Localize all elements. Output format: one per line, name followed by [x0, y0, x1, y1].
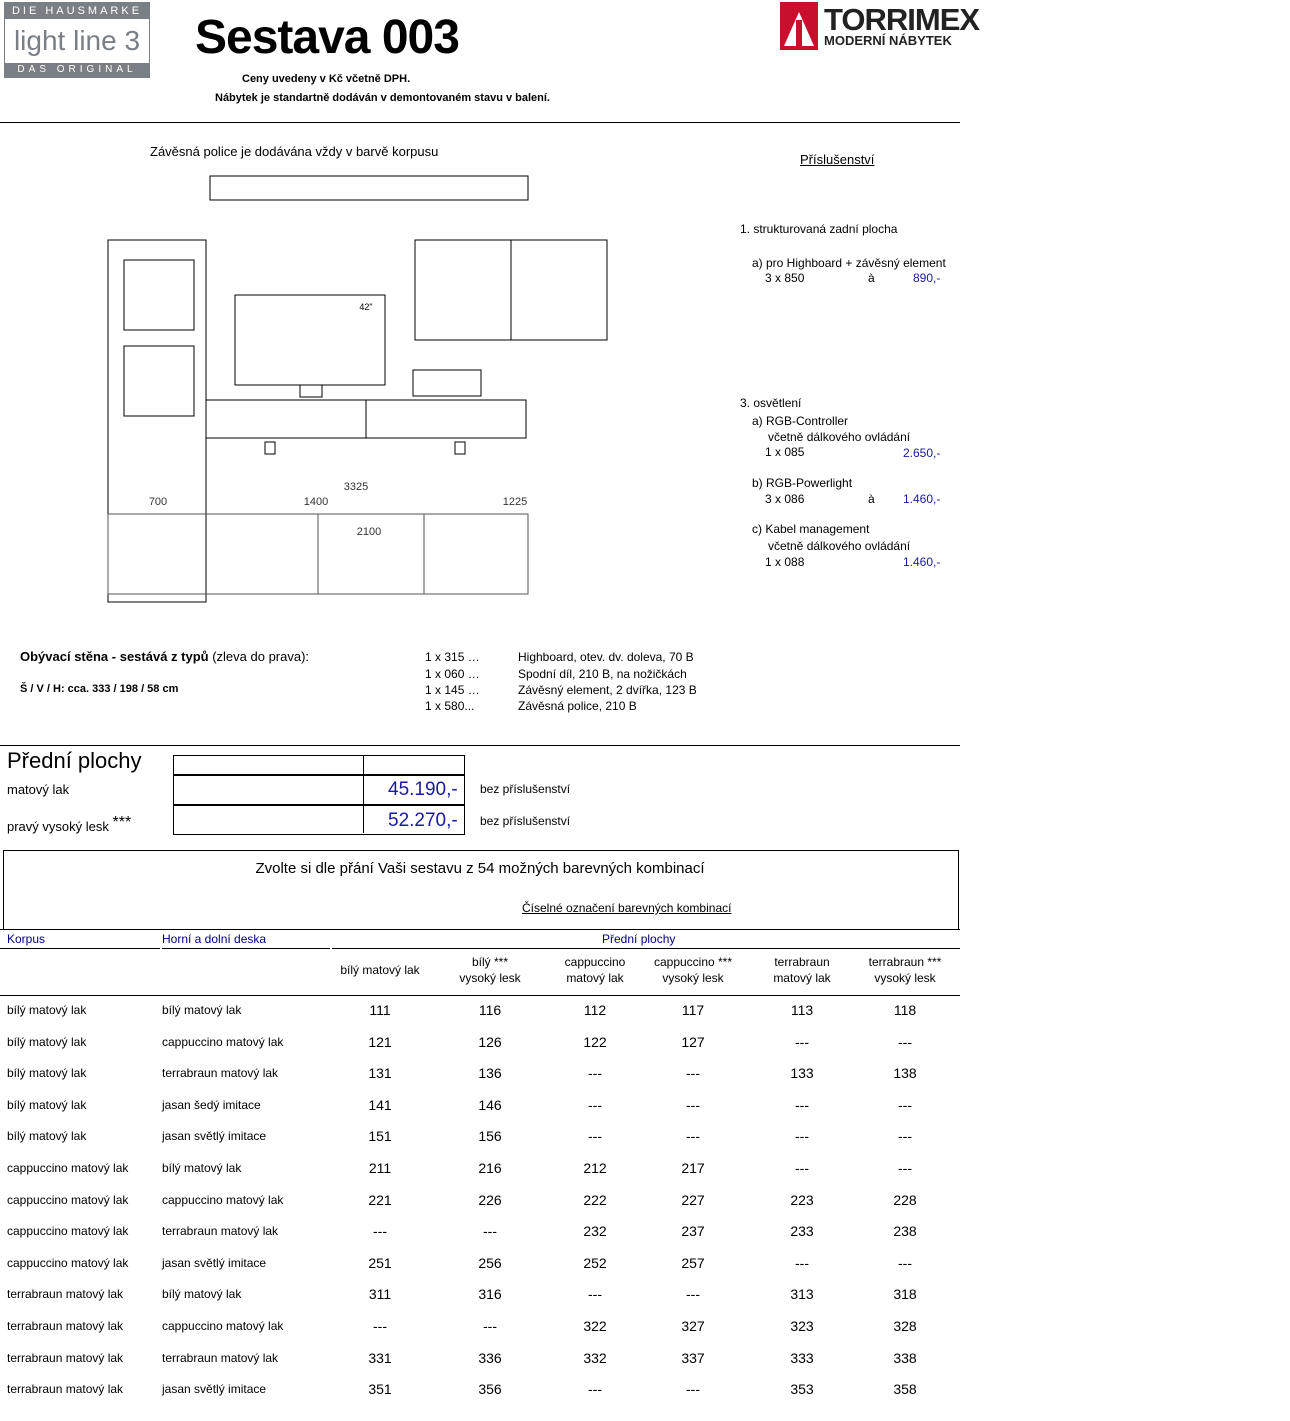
combo-code: ---	[588, 1065, 602, 1082]
front-row-2-note: bez příslušenství	[480, 814, 571, 828]
combo-code: 141	[368, 1096, 392, 1113]
matrix-header-line	[0, 995, 960, 996]
combo-code: 237	[681, 1223, 705, 1240]
combo-code: 118	[893, 1002, 917, 1018]
dim-700: 700	[148, 496, 168, 508]
combo-code: 222	[583, 1191, 607, 1208]
combo-code: ---	[898, 1033, 912, 1050]
combo-code: 257	[681, 1254, 705, 1271]
dim-1400: 1400	[303, 496, 329, 508]
combo-code: ---	[686, 1381, 700, 1398]
front-underline	[332, 948, 960, 949]
front-col-line2: matový lak	[566, 971, 624, 985]
row-korpus: terrabraun matový lak	[7, 1319, 124, 1333]
row-deska: jasan světlý imitace	[162, 1382, 267, 1397]
combo-code: 336	[478, 1349, 502, 1366]
combo-code: 356	[478, 1381, 502, 1398]
combo-code: 113	[790, 1002, 814, 1018]
front-col-line2: matový lak	[773, 971, 831, 985]
combo-code: ---	[795, 1033, 809, 1050]
front-header-box	[173, 755, 465, 775]
accessory-1a: a) pro Highboard + závěsný element	[752, 256, 946, 270]
accessories-heading: Příslušenství	[800, 152, 875, 167]
combo-code: ---	[686, 1065, 700, 1082]
front-col-header	[747, 955, 857, 985]
composition-title: Obývací stěna - sestává z typů	[20, 649, 209, 664]
combo-code: 338	[893, 1349, 917, 1366]
col-front: Přední plochy	[602, 932, 676, 946]
accessory-3b-price: 1.460,-	[903, 492, 941, 506]
combo-code: ---	[588, 1381, 602, 1398]
accessory-3b-each: à	[868, 492, 875, 506]
combo-code: 327	[681, 1318, 705, 1334]
row-deska: cappuccino matový lak	[162, 1319, 284, 1333]
combo-code: 121	[368, 1033, 392, 1050]
row-deska: bílý matový lak	[162, 1161, 242, 1175]
front-row-2-stars: ***	[112, 814, 132, 831]
combo-code: 223	[790, 1191, 814, 1208]
combo-code: ---	[373, 1318, 387, 1334]
combo-code: ---	[588, 1096, 602, 1113]
accessory-3c-price: 1.460,-	[903, 555, 941, 569]
combo-code: 117	[681, 1002, 705, 1018]
combo-code: 331	[368, 1349, 392, 1366]
combo-subheading-text: Číselné označení barevných kombinací	[522, 901, 732, 915]
combo-code: 323	[790, 1318, 814, 1334]
combo-code: 138	[893, 1065, 917, 1082]
accessory-3c-sub: včetně dálkového ovládání	[768, 539, 911, 553]
combo-code: 358	[893, 1381, 917, 1398]
combo-code: ---	[686, 1096, 700, 1113]
row-korpus: terrabraun matový lak	[7, 1287, 124, 1302]
combo-code: ---	[373, 1223, 387, 1240]
front-box-divider	[363, 755, 364, 833]
combo-code: 322	[583, 1318, 607, 1334]
combo-code: ---	[795, 1128, 809, 1145]
comp-qty-1: 1 x 315 …	[425, 650, 480, 664]
combo-code: 112	[583, 1002, 607, 1018]
combo-code: 351	[368, 1381, 392, 1398]
combo-code: 316	[478, 1286, 502, 1303]
combo-code: ---	[898, 1254, 912, 1271]
row-deska: jasan světlý imitace	[162, 1255, 267, 1270]
korpus-underline	[0, 948, 160, 949]
front-col-line1: terrabraun ***	[868, 955, 942, 969]
accessory-3b: b) RGB-Powerlight	[752, 476, 853, 490]
row-deska: terrabraun matový lak	[162, 1350, 279, 1365]
combo-code: 211	[368, 1160, 392, 1176]
composition-direction: (zleva do prava):	[212, 649, 310, 664]
front-col-header	[540, 955, 650, 985]
combo-code: 131	[368, 1065, 392, 1082]
combo-code: 333	[790, 1349, 814, 1366]
combo-code: 256	[478, 1254, 502, 1271]
row-deska: bílý matový lak	[162, 1003, 242, 1017]
comp-desc-1: Highboard, otev. dv. doleva, 70 B	[518, 650, 694, 664]
row-korpus: cappuccino matový lak	[7, 1255, 129, 1270]
combo-code: 233	[790, 1223, 814, 1240]
combo-code: 252	[583, 1254, 607, 1271]
row-korpus: cappuccino matový lak	[7, 1224, 129, 1239]
accessory-3a-qty: 1 x 085	[765, 445, 805, 459]
combo-code: ---	[686, 1286, 700, 1303]
combo-code: 136	[478, 1065, 502, 1082]
front-col-header	[850, 955, 960, 985]
front-col-header	[435, 955, 545, 985]
combo-code: ---	[898, 1128, 912, 1145]
combo-code: 133	[790, 1065, 814, 1082]
logo-main-text: light line 3	[13, 25, 141, 56]
row-deska: cappuccino matový lak	[162, 1034, 284, 1049]
combo-code: 318	[893, 1286, 917, 1303]
row-deska: terrabraun matový lak	[162, 1066, 279, 1081]
front-row-1-label: matový lak	[7, 782, 70, 797]
deska-underline	[162, 948, 330, 949]
row-korpus: bílý matový lak	[7, 1034, 87, 1049]
combo-code: ---	[795, 1254, 809, 1271]
tv-size-label: 42"	[359, 302, 373, 312]
row-deska: jasan šedý imitace	[162, 1097, 261, 1112]
col-korpus: Korpus	[7, 932, 46, 946]
front-col-line1: bílý ***	[471, 955, 509, 969]
composition-size: Š / V / H: cca. 333 / 198 / 58 cm	[20, 683, 179, 695]
combo-code: 232	[583, 1223, 607, 1240]
combo-code: ---	[898, 1160, 912, 1176]
row-deska: jasan světlý imitace	[162, 1129, 267, 1144]
front-row-2-price: 52.270,-	[388, 810, 458, 831]
combo-code: 313	[790, 1286, 814, 1303]
dim-lower: 2100	[356, 526, 382, 538]
combo-code: ---	[588, 1286, 602, 1303]
combo-code: ---	[795, 1160, 809, 1176]
front-col-header	[325, 963, 435, 977]
accessory-1: 1. strukturovaná zadní plocha	[740, 222, 898, 236]
combo-code: 227	[681, 1191, 705, 1208]
front-divider	[0, 745, 960, 746]
front-col-line2: vysoký lesk	[662, 971, 724, 985]
accessory-1a-price: 890,-	[913, 271, 941, 285]
header-divider	[0, 122, 960, 123]
front-row-1-price: 45.190,-	[388, 779, 458, 800]
combo-code: 337	[681, 1349, 705, 1366]
combo-code: 126	[478, 1033, 502, 1050]
combo-code: ---	[686, 1128, 700, 1145]
logo-bottom-text: DAS ORIGINAL	[5, 63, 149, 77]
front-col-line1: cappuccino ***	[653, 955, 733, 969]
combo-code: 111	[369, 1002, 391, 1018]
light-line-logo	[4, 2, 150, 78]
accessory-1a-each: à	[868, 271, 875, 285]
torrimex-logo	[780, 2, 980, 52]
page-title: Sestava 003	[195, 11, 459, 64]
front-col-line2: vysoký lesk	[459, 971, 521, 985]
row-korpus: terrabraun matový lak	[7, 1350, 124, 1365]
combo-code: ---	[898, 1096, 912, 1113]
dim-1225: 1225	[502, 496, 528, 508]
dim-total: 3325	[343, 481, 369, 493]
combo-code: 311	[368, 1286, 392, 1303]
comp-qty-2: 1 x 060 …	[425, 667, 480, 681]
logo-top-text: DIE HAUSMARKE	[5, 3, 149, 19]
front-row-1-note: bez příslušenství	[480, 782, 571, 796]
furniture-drawing	[0, 160, 640, 610]
combo-code: 146	[478, 1096, 502, 1113]
torrimex-name: TORRIMEX	[824, 2, 980, 37]
combo-code: 238	[893, 1223, 917, 1240]
front-col-line1: bílý matový lak	[340, 963, 420, 977]
torrimex-emblem-icon	[780, 2, 820, 52]
row-deska: terrabraun matový lak	[162, 1224, 279, 1239]
combo-code: 216	[478, 1160, 502, 1176]
combo-code: 251	[368, 1254, 392, 1271]
comp-qty-3: 1 x 145 …	[425, 683, 480, 697]
combo-code: 328	[893, 1318, 917, 1334]
accessory-3c: c) Kabel management	[752, 522, 870, 536]
combo-code: 217	[681, 1160, 705, 1176]
combo-code: 221	[368, 1191, 392, 1208]
combo-code: 332	[583, 1349, 607, 1366]
row-korpus: bílý matový lak	[7, 1129, 87, 1144]
row-korpus: cappuccino matový lak	[7, 1161, 129, 1175]
accessory-3a: a) RGB-Controller	[752, 414, 849, 428]
row-korpus: bílý matový lak	[7, 1003, 87, 1017]
combo-code: ---	[483, 1223, 497, 1240]
combo-code: ---	[483, 1318, 497, 1334]
accessory-3a-sub: včetně dálkového ovládání	[768, 430, 911, 444]
combo-code: ---	[588, 1128, 602, 1145]
row-korpus: cappuccino matový lak	[7, 1192, 129, 1207]
composition-label	[20, 649, 309, 664]
price-note: Ceny uvedeny v Kč včetně DPH.	[242, 73, 411, 85]
combo-code: 228	[893, 1191, 917, 1208]
combo-code: 151	[368, 1128, 392, 1145]
col-deska: Horní a dolní deska	[162, 932, 267, 946]
combo-code: 353	[790, 1381, 814, 1398]
torrimex-subtitle: MODERNÍ NÁBYTEK	[824, 33, 952, 48]
row-korpus: terrabraun matový lak	[7, 1382, 124, 1397]
combo-code: ---	[795, 1096, 809, 1113]
combo-code: 122	[583, 1033, 607, 1050]
comp-qty-4: 1 x 580...	[425, 699, 475, 713]
delivery-note: Nábytek je standartně dodáván v demontovaném stavu v balení.	[215, 92, 550, 104]
accessory-1a-qty: 3 x 850	[765, 271, 805, 285]
front-row-2-label	[7, 814, 131, 834]
combo-heading: Zvolte si dle přání Vaši sestavu z 54 možných barevných kombinací	[255, 860, 705, 877]
combo-code: 156	[478, 1128, 502, 1145]
front-col-header	[638, 955, 748, 985]
front-col-line2: vysoký lesk	[874, 971, 936, 985]
comp-desc-2: Spodní díl, 210 B, na nožičkách	[518, 667, 687, 681]
row-korpus: bílý matový lak	[7, 1097, 87, 1112]
accessory-3c-qty: 1 x 088	[765, 555, 805, 569]
comp-desc-3: Závěsný element, 2 dvířka, 123 B	[518, 683, 697, 697]
row-deska: cappuccino matový lak	[162, 1192, 284, 1207]
combo-code: 127	[681, 1033, 705, 1050]
row-korpus: bílý matový lak	[7, 1066, 87, 1081]
accessory-3b-qty: 3 x 086	[765, 492, 805, 506]
comp-desc-4: Závěsná police, 210 B	[518, 699, 637, 713]
accessory-3: 3. osvětlení	[740, 396, 802, 410]
combo-code: 226	[478, 1191, 502, 1208]
row-deska: bílý matový lak	[162, 1287, 242, 1302]
combo-code: 212	[583, 1160, 607, 1176]
accessory-3a-price: 2.650,-	[903, 446, 941, 460]
front-col-line1: terrabraun	[774, 955, 830, 969]
front-col-line1: cappuccino	[564, 955, 626, 969]
front-heading: Přední plochy	[7, 748, 142, 773]
matrix-top-line	[0, 929, 960, 930]
combo-code: 116	[478, 1002, 502, 1018]
shelf-note: Závěsná police je dodávána vždy v barvě korpusu	[150, 144, 439, 159]
front-row-2-text: pravý vysoký lesk	[7, 819, 109, 834]
